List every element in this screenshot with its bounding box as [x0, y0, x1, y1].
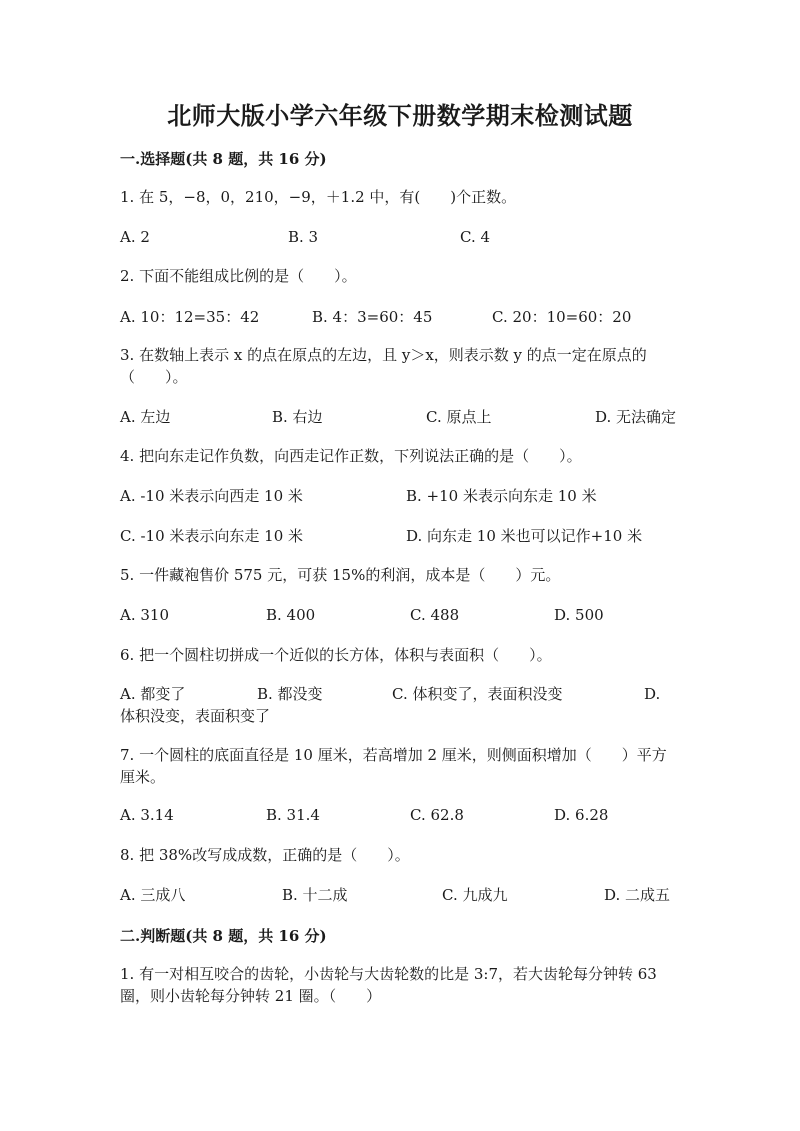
question-2-stem: 2. 下面不能组成比例的是（ ）。 — [120, 267, 357, 285]
section-heading-choice: 一.选择题(共 8 题，共 16 分) — [120, 150, 327, 168]
question-3-options — [120, 406, 680, 428]
option-b: B. 3 — [288, 228, 319, 246]
option-a: A. 3.14 — [120, 806, 174, 824]
option-b: B. 都没变 — [257, 685, 323, 703]
option-d: D. 向东走 10 米也可以记作+10 米 — [406, 527, 643, 545]
question-8-options — [120, 884, 680, 906]
option-c: C. -10 米表示向东走 10 米 — [120, 527, 304, 545]
option-b: B. 4：3=60：45 — [312, 308, 433, 326]
option-a: A. 310 — [120, 606, 169, 624]
option-b: B. 400 — [266, 606, 316, 624]
option-b: B. 31.4 — [266, 806, 320, 824]
option-c: C. 原点上 — [426, 408, 492, 426]
option-d: D. 无法确定 — [595, 408, 677, 426]
option-b: B. +10 米表示向东走 10 米 — [406, 487, 597, 505]
question-4-options-row2 — [120, 525, 680, 547]
option-d: D. 二成五 — [604, 886, 671, 904]
option-a: A. 三成八 — [120, 886, 186, 904]
option-a: A. -10 米表示向西走 10 米 — [120, 487, 303, 505]
option-a: A. 左边 — [120, 408, 171, 426]
option-d: D. 体积没变，表面积变了 — [120, 685, 661, 725]
option-a: A. 10：12=35：42 — [120, 308, 260, 326]
question-5-stem: 5. 一件藏袍售价 575 元，可获 15%的利润，成本是（ ）元。 — [120, 566, 561, 584]
option-a: A. 2 — [120, 228, 150, 246]
option-c: C. 62.8 — [410, 806, 464, 824]
question-1-stem: 1. 在 5，−8，0，210，−9，＋1.2 中，有( )个正数。 — [120, 188, 517, 206]
judgement-question-1-stem: 1. 有一对相互咬合的齿轮，小齿轮与大齿轮数的比是 3:7，若大齿轮每分钟转 63 圈，则小齿轮每分钟转 21 圈。（ ） — [120, 965, 657, 1005]
page-title: 北师大版小学六年级下册数学期末检测试题 — [167, 101, 633, 130]
option-a: A. 都变了 — [120, 685, 186, 703]
question-5-options — [120, 604, 680, 626]
option-c: C. 九成九 — [442, 886, 508, 904]
question-7-options — [120, 804, 680, 826]
question-7-stem: 7. 一个圆柱的底面直径是 10 厘米，若高增加 2 厘米，则侧面积增加（ ）平方厘米。 — [120, 746, 667, 786]
question-4-options-row1 — [120, 485, 680, 507]
question-2-options — [120, 306, 680, 328]
question-3-stem: 3. 在数轴上表示 x 的点在原点的左边，且 y＞x，则表示数 y 的点一定在原点的（ ）。 — [120, 346, 647, 386]
option-c: C. 488 — [410, 606, 460, 624]
question-4-stem: 4. 把向东走记作负数，向西走记作正数，下列说法正确的是（ ）。 — [120, 447, 582, 465]
option-d: D. 500 — [554, 606, 604, 624]
question-1-options — [120, 226, 680, 248]
option-c: C. 4 — [460, 228, 491, 246]
option-d: D. 6.28 — [554, 806, 609, 824]
question-6-stem: 6. 把一个圆柱切拼成一个近似的长方体，体积与表面积（ ）。 — [120, 646, 552, 664]
option-c: C. 体积变了，表面积没变 — [392, 685, 563, 703]
option-b: B. 右边 — [272, 408, 323, 426]
option-b: B. 十二成 — [282, 886, 348, 904]
option-c: C. 20：10=60：20 — [492, 308, 632, 326]
section-heading-judgement: 二.判断题(共 8 题，共 16 分) — [120, 927, 327, 945]
question-8-stem: 8. 把 38%改写成成数，正确的是（ ）。 — [120, 846, 410, 864]
